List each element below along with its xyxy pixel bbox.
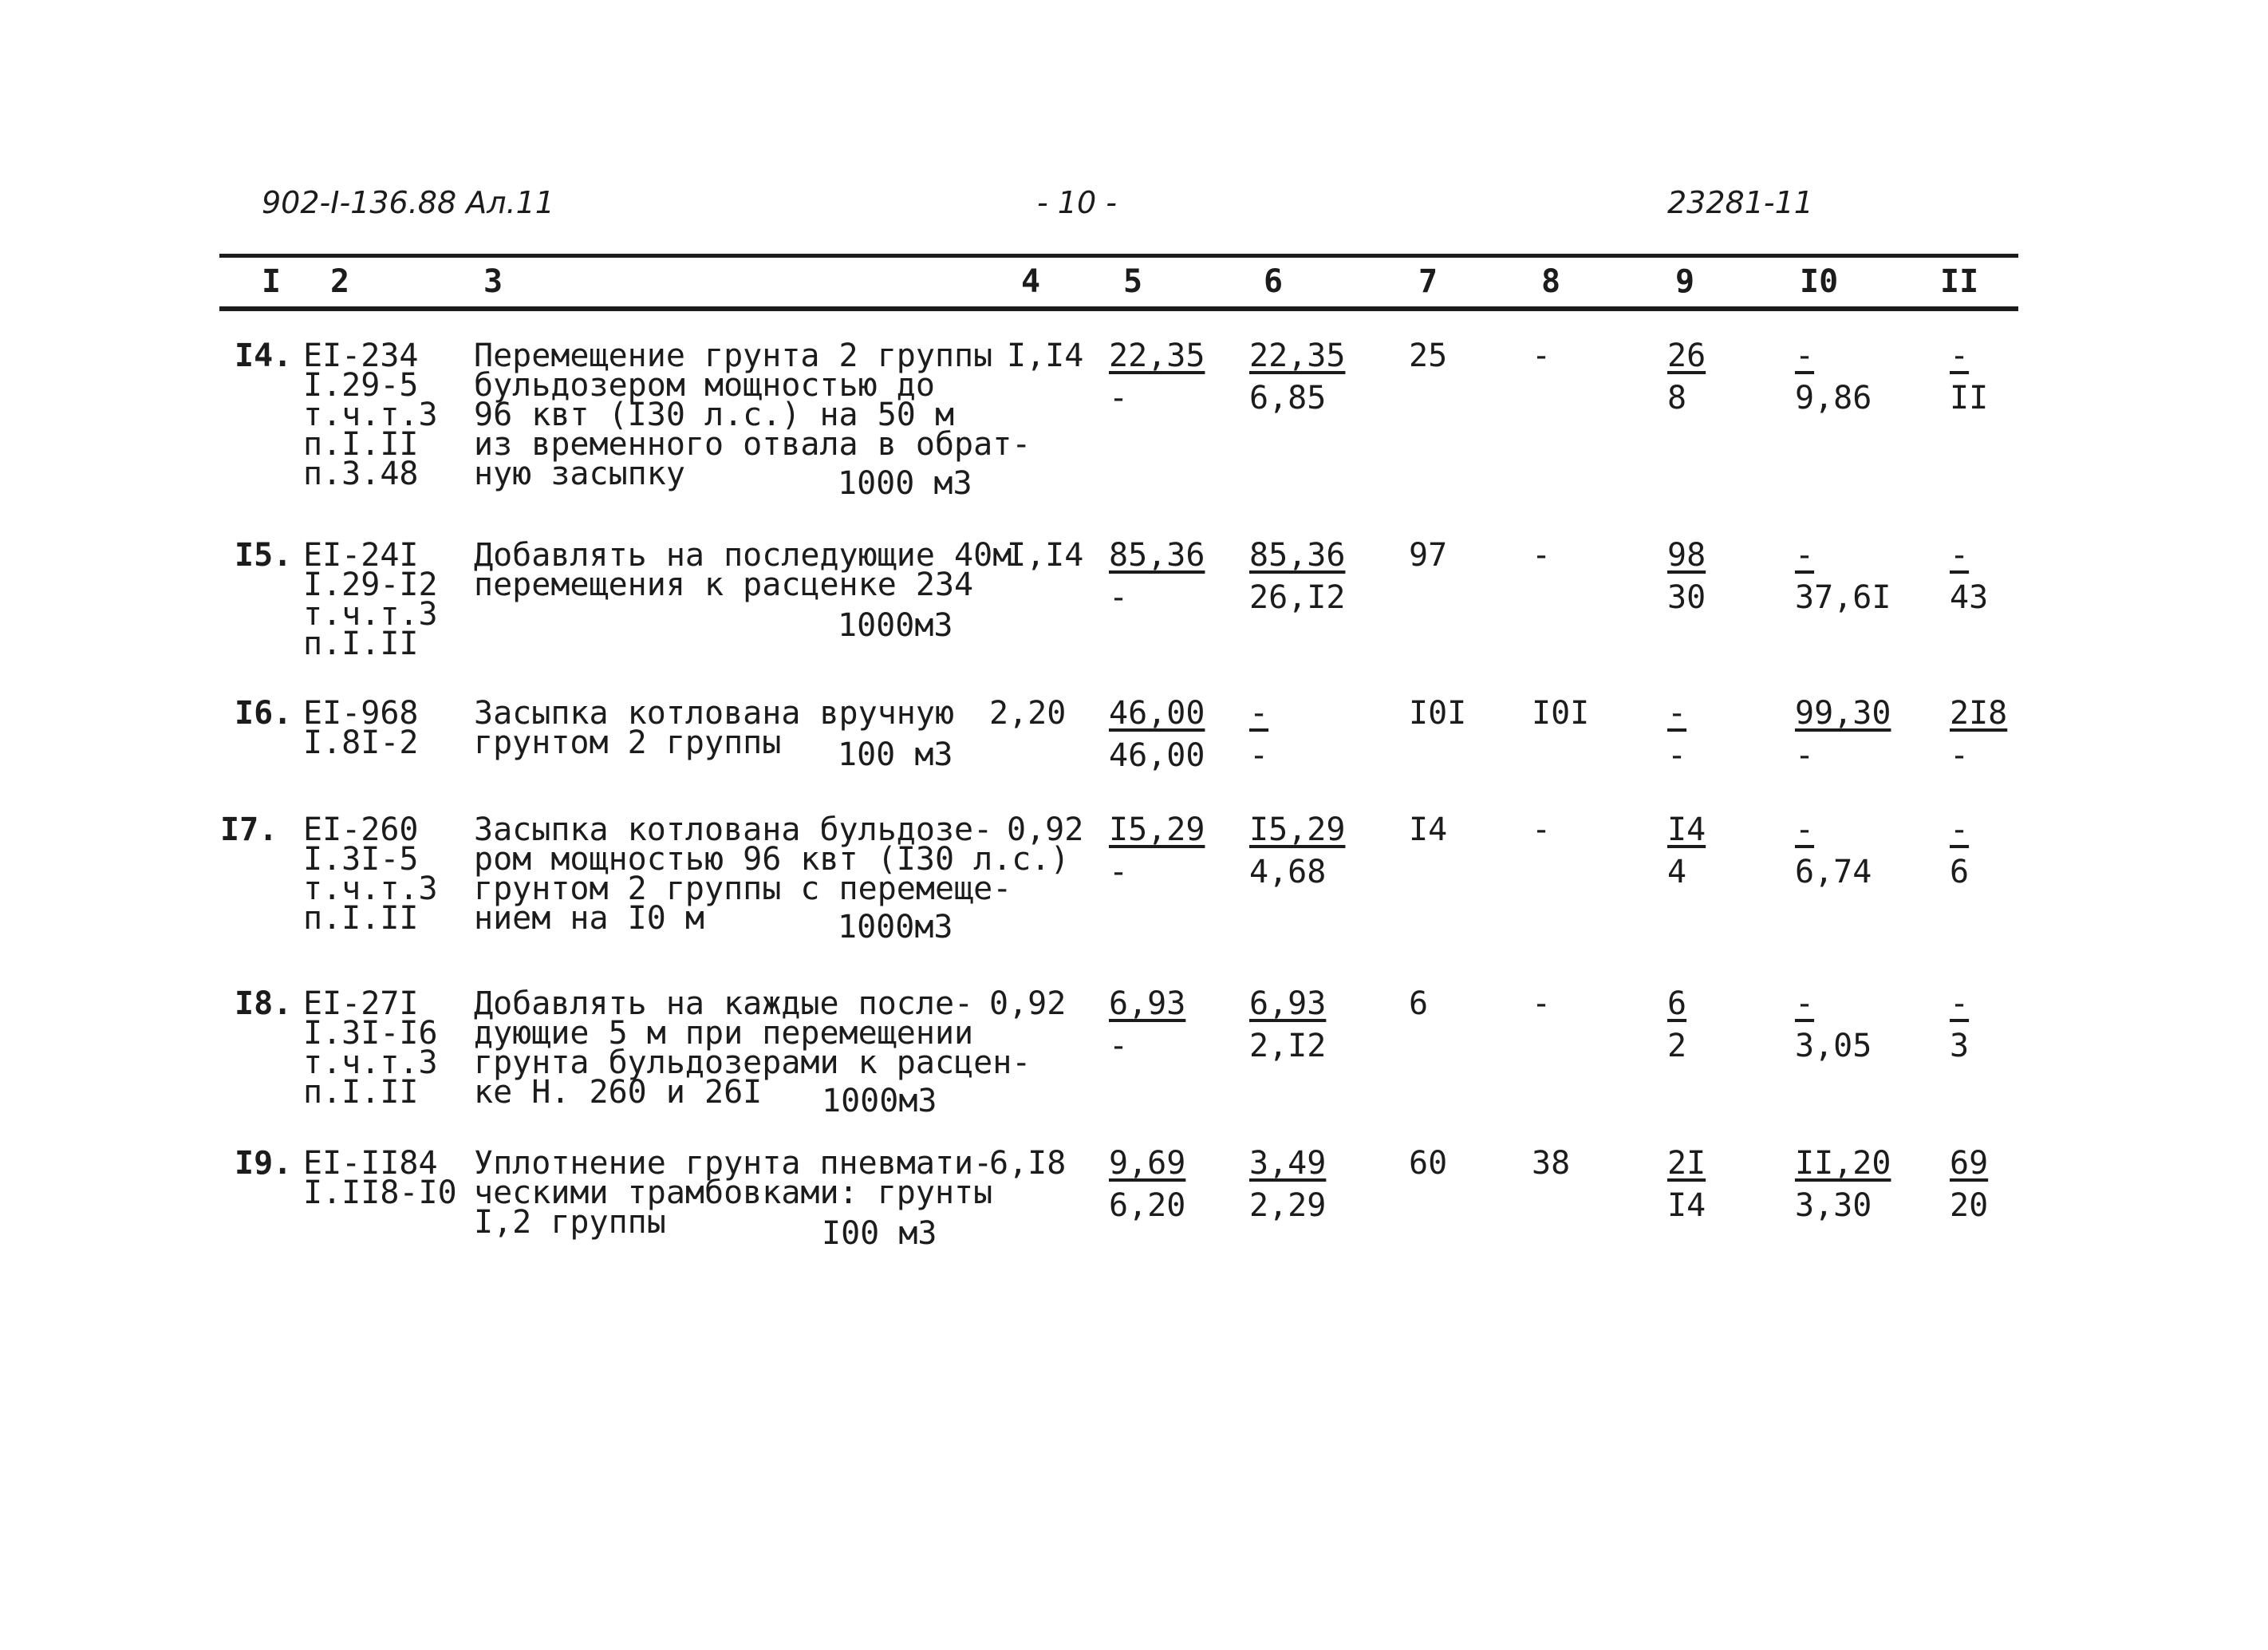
col10-top: - [1795,338,1815,374]
col11-top: - [1950,811,1970,848]
table-top-rule [219,254,2018,258]
col5-value [1109,985,1237,1064]
measure-unit: 1000м3 [838,607,953,644]
col9-top: - [1667,695,1687,732]
col8-value: - [1532,811,1552,848]
table-row [0,537,2268,701]
col6-bottom: 2,29 [1249,1187,1327,1224]
col7-value: 60 [1409,1145,1448,1182]
col5-top: 6,93 [1109,985,1186,1022]
col11-top: - [1950,338,1970,374]
col11-top: - [1950,985,1970,1022]
col8-value: - [1532,537,1552,574]
col9-top: I4 [1667,811,1706,848]
col6-value [1249,985,1377,1064]
row-number: I7. [220,811,278,848]
norm-code: EI-234 I.29-5 т.ч.т.3 п.I.II п.3.48 [303,338,438,492]
col6-bottom: 6,85 [1249,380,1327,416]
col8-value: I0I [1532,695,1590,732]
document-code: 902-I-136.88 Ал.11 [262,185,554,220]
column-header-8: 8 [1541,263,1561,300]
col10-value [1795,695,1923,774]
col11-bottom: 6 [1950,854,1970,890]
col4-quantity: 0,92 [989,985,1067,1022]
column-header-9: 9 [1675,263,1695,300]
col5-value [1109,695,1237,774]
col9-bottom: 4 [1667,854,1687,890]
col7-value: 25 [1409,338,1448,374]
col11-value [1950,1145,2077,1224]
work-description: Засыпка котлована бульдозе- ром мощностью 96 квт (I30 л.с.) грунтом 2 группы с перемеще- нием на I0 м [474,811,1070,937]
table-row [0,811,2268,975]
col11-bottom: II [1950,380,1989,416]
norm-code: EI-24I I.29-I2 т.ч.т.3 п.I.II [303,537,438,662]
column-header-5: 5 [1123,263,1143,300]
col9-value [1667,695,1795,774]
col5-bottom: - [1109,579,1129,616]
work-description: Засыпка котлована вручную грунтом 2 группы [474,695,955,761]
measure-unit: 1000м3 [822,1083,937,1119]
work-description: Уплотнение грунта пневмати- ческими трамбовками: грунты I,2 группы [474,1145,993,1241]
col10-bottom: 6,74 [1795,854,1872,890]
col11-value [1950,811,2077,890]
col6-value [1249,1145,1377,1224]
col9-top: 26 [1667,338,1706,374]
col10-bottom: 3,05 [1795,1028,1872,1064]
col9-top: 2I [1667,1145,1706,1182]
col8-value: - [1532,338,1552,374]
col11-bottom: 3 [1950,1028,1970,1064]
measure-unit: 100 м3 [838,736,953,773]
column-header-1: I [262,263,282,300]
col11-bottom: 20 [1950,1187,1989,1224]
col8-value: 38 [1532,1145,1571,1182]
row-number: I8. [235,985,293,1022]
col11-bottom: 43 [1950,579,1989,616]
col8-value: - [1532,985,1552,1022]
col7-value: 97 [1409,537,1448,574]
table-header-rule [219,306,2018,311]
table-row [0,338,2268,502]
work-description: Перемещение грунта 2 группы бульдозером мощностью до 96 квт (I30 л.с.) на 50 м из временного отвала в обрат- ную засыпку [474,338,1031,492]
measure-unit: I00 м3 [822,1215,937,1252]
col4-quantity: I,I4 [1007,338,1084,374]
col11-value [1950,985,2077,1064]
col10-top: 99,30 [1795,695,1891,732]
col6-value [1249,338,1377,416]
col11-value [1950,695,2077,774]
col6-value [1249,537,1377,616]
col5-bottom: 46,00 [1109,737,1205,774]
col5-value [1109,811,1237,890]
column-header-11: II [1940,263,1979,300]
col6-top: 3,49 [1249,1145,1327,1182]
inventory-code: 23281-11 [1667,185,1813,220]
col4-quantity: 6,I8 [989,1145,1067,1182]
col5-top: 9,69 [1109,1145,1186,1182]
column-header-4: 4 [1021,263,1041,300]
work-description: Добавлять на последующие 40м перемещения к расценке 234 [474,537,1012,603]
row-number: I5. [235,537,293,574]
col7-value: I0I [1409,695,1467,732]
measure-unit: 1000 м3 [838,465,972,502]
col5-top: 22,35 [1109,338,1205,374]
col11-top: 69 [1950,1145,1989,1182]
table-row [0,1145,2268,1309]
column-header-7: 7 [1418,263,1438,300]
work-description: Добавлять на каждые после- дующие 5 м при перемещении грунта бульдозерами к расцен- ке Н. 260 и 26I [474,985,1031,1111]
norm-code: EI-968 I.8I-2 [303,695,419,761]
col9-value [1667,537,1795,616]
col5-top: 85,36 [1109,537,1205,574]
col6-top: I5,29 [1249,811,1346,848]
col5-value [1109,537,1237,616]
col10-bottom: 37,6I [1795,579,1891,616]
col7-value: 6 [1409,985,1429,1022]
norm-code: EI-260 I.3I-5 т.ч.т.3 п.I.II [303,811,438,937]
column-header-10: I0 [1800,263,1839,300]
col5-value [1109,338,1237,416]
col10-value [1795,985,1923,1064]
row-number: I9. [235,1145,293,1182]
column-header-6: 6 [1264,263,1284,300]
col4-quantity: 0,92 [1007,811,1084,848]
col10-value [1795,811,1923,890]
col6-top: 85,36 [1249,537,1346,574]
col6-top: 22,35 [1249,338,1346,374]
col6-value [1249,695,1377,774]
col5-bottom: - [1109,854,1129,890]
col6-bottom: 2,I2 [1249,1028,1327,1064]
col6-value [1249,811,1377,890]
col10-bottom: 3,30 [1795,1187,1872,1224]
col5-top: I5,29 [1109,811,1205,848]
col10-bottom: 9,86 [1795,380,1872,416]
col9-value [1667,985,1795,1064]
col10-value [1795,1145,1923,1224]
table-row [0,985,2268,1149]
col9-top: 6 [1667,985,1687,1022]
col10-top: II,20 [1795,1145,1891,1182]
col6-bottom: 26,I2 [1249,579,1346,616]
col6-top: - [1249,695,1269,732]
col9-bottom: 2 [1667,1028,1687,1064]
col7-value: I4 [1409,811,1448,848]
row-number: I6. [235,695,293,732]
col9-value [1667,811,1795,890]
row-number: I4. [235,338,293,374]
col9-bottom: 8 [1667,380,1687,416]
col11-top: - [1950,537,1970,574]
col10-top: - [1795,985,1815,1022]
col9-bottom: 30 [1667,579,1706,616]
col6-bottom: - [1249,737,1269,774]
col6-top: 6,93 [1249,985,1327,1022]
col11-bottom: - [1950,737,1970,774]
col4-quantity: 2,20 [989,695,1067,732]
col5-bottom: - [1109,1028,1129,1064]
col10-value [1795,537,1923,616]
col10-top: - [1795,537,1815,574]
norm-code: EI-II84 I.II8-I0 [303,1145,457,1211]
col9-top: 98 [1667,537,1706,574]
col4-quantity: I,I4 [1007,537,1084,574]
col9-bottom: - [1667,737,1687,774]
column-header-3: 3 [483,263,503,300]
col5-top: 46,00 [1109,695,1205,732]
measure-unit: 1000м3 [838,909,953,945]
col5-value [1109,1145,1237,1224]
col11-value [1950,537,2077,616]
col5-bottom: - [1109,380,1129,416]
col10-value [1795,338,1923,416]
col10-bottom: - [1795,737,1815,774]
col6-bottom: 4,68 [1249,854,1327,890]
col10-top: - [1795,811,1815,848]
col5-bottom: 6,20 [1109,1187,1186,1224]
col9-value [1667,338,1795,416]
col11-value [1950,338,2077,416]
col11-top: 2I8 [1950,695,2008,732]
col9-value [1667,1145,1795,1224]
norm-code: EI-27I I.3I-I6 т.ч.т.3 п.I.II [303,985,438,1111]
column-header-2: 2 [330,263,350,300]
col9-bottom: I4 [1667,1187,1706,1224]
page-number: - 10 - [1037,185,1117,220]
